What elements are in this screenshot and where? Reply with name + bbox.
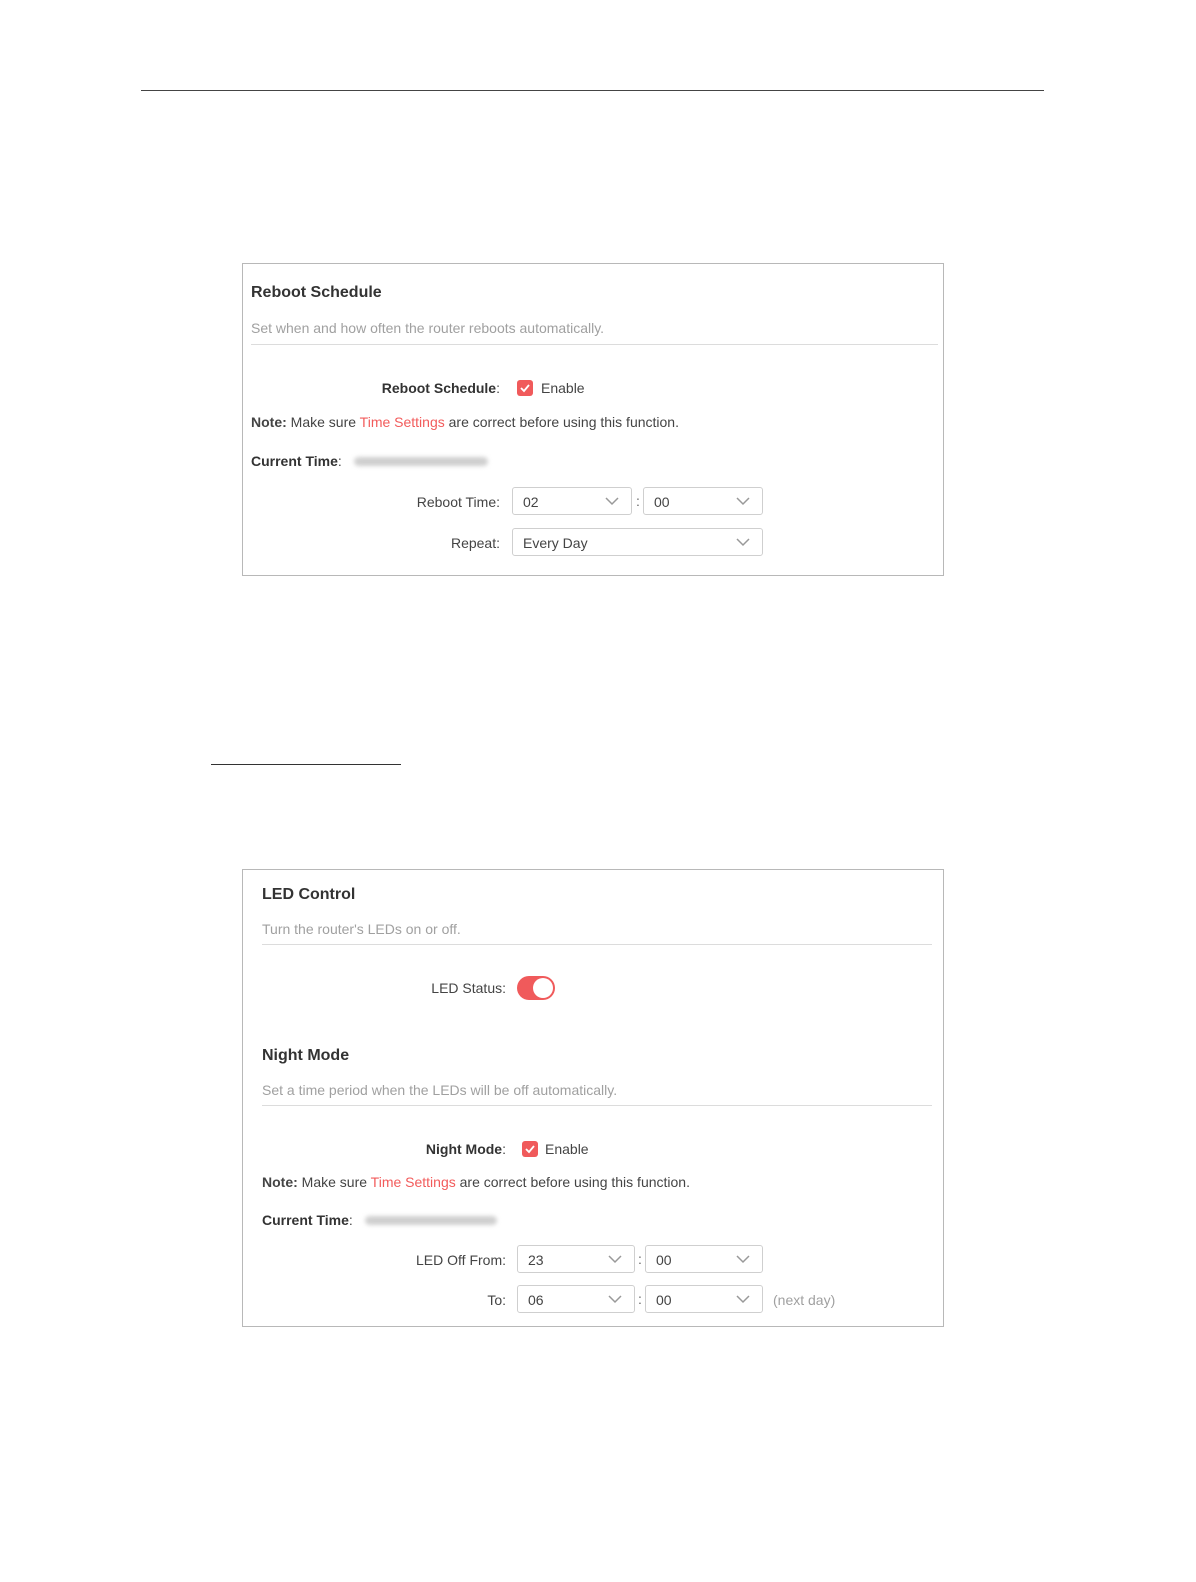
reboot-minute-select[interactable] xyxy=(643,487,763,515)
note-prefix: Note: xyxy=(262,1174,298,1190)
note-text: Make sure xyxy=(297,1174,371,1190)
note-text: Make sure xyxy=(286,414,360,430)
label-colon: : xyxy=(502,1141,506,1157)
repeat-select[interactable] xyxy=(512,528,763,556)
time-separator: : xyxy=(638,1251,642,1267)
toggle-knob xyxy=(533,978,553,998)
chevron-down-icon xyxy=(736,537,750,547)
night-mode-subtitle: Set a time period when the LEDs will be off automatically. xyxy=(262,1082,618,1098)
night-mode-field-label xyxy=(426,1141,506,1159)
page-header-rule xyxy=(141,90,1044,91)
to-minute-value: 00 xyxy=(656,1292,672,1308)
next-day-hint: (next day) xyxy=(773,1292,836,1308)
from-minute-select[interactable] xyxy=(645,1245,763,1273)
chevron-down-icon xyxy=(736,1254,750,1264)
to-minute-select[interactable] xyxy=(645,1285,763,1313)
night-mode-title: Night Mode xyxy=(262,1047,350,1064)
reboot-schedule-subtitle: Set when and how often the router reboots automatically. xyxy=(251,320,605,336)
led-status-toggle[interactable] xyxy=(517,976,555,1000)
reboot-schedule-label: Reboot Schedule xyxy=(381,380,497,396)
night-mode-checkbox[interactable] xyxy=(522,1141,538,1157)
to-hour-value: 06 xyxy=(528,1292,544,1308)
check-icon xyxy=(525,1144,535,1154)
label-colon: : xyxy=(348,1212,353,1228)
reboot-hour-value: 02 xyxy=(523,494,539,510)
reboot-schedule-panel xyxy=(242,263,944,576)
reboot-schedule-title: Reboot Schedule xyxy=(251,284,382,301)
led-control-title: LED Control xyxy=(262,886,356,903)
from-hour-select[interactable] xyxy=(517,1245,635,1273)
from-minute-value: 00 xyxy=(656,1252,672,1268)
time-separator: : xyxy=(636,493,640,509)
to-label: To: xyxy=(487,1292,506,1308)
note-text: are correct before using this function. xyxy=(455,1174,690,1190)
to-hour-select[interactable] xyxy=(517,1285,635,1313)
time-settings-link[interactable]: Time Settings xyxy=(359,414,445,430)
reboot-hour-select[interactable] xyxy=(512,487,632,515)
section-divider xyxy=(262,944,932,945)
chevron-down-icon xyxy=(736,496,750,506)
reboot-schedule-checkbox[interactable] xyxy=(517,380,533,396)
current-time-label: Current Time xyxy=(251,453,338,469)
reboot-minute-value: 00 xyxy=(654,494,670,510)
time-settings-link[interactable]: Time Settings xyxy=(370,1174,456,1190)
reboot-enable-label: Enable xyxy=(541,380,585,396)
repeat-label: Repeat: xyxy=(450,535,500,551)
chevron-down-icon xyxy=(608,1254,622,1264)
check-icon xyxy=(520,383,530,393)
current-time-label: Current Time xyxy=(262,1212,349,1228)
night-enable-label: Enable xyxy=(545,1141,589,1157)
label-colon: : xyxy=(337,453,342,469)
chevron-down-icon xyxy=(608,1294,622,1304)
current-time-value-blurred xyxy=(354,457,488,466)
night-current-time-row xyxy=(262,1212,497,1230)
led-status-label: LED Status: xyxy=(431,980,506,996)
reboot-note xyxy=(251,414,679,430)
reboot-schedule-field-label xyxy=(382,380,500,398)
led-control-panel xyxy=(242,869,944,1327)
section-divider xyxy=(262,1105,932,1106)
current-time-value-blurred xyxy=(365,1216,497,1225)
night-mode-label: Night Mode xyxy=(425,1141,503,1157)
reboot-current-time-row xyxy=(251,453,488,471)
note-text: are correct before using this function. xyxy=(444,414,679,430)
section-divider xyxy=(251,344,938,345)
chevron-down-icon xyxy=(605,496,619,506)
from-hour-value: 23 xyxy=(528,1252,544,1268)
note-prefix: Note: xyxy=(251,414,287,430)
chevron-down-icon xyxy=(736,1294,750,1304)
reboot-time-label: Reboot Time: xyxy=(416,494,500,510)
section-underline xyxy=(211,764,401,765)
label-colon: : xyxy=(496,380,500,396)
led-control-subtitle: Turn the router's LEDs on or off. xyxy=(262,921,461,937)
repeat-value: Every Day xyxy=(523,535,588,551)
time-separator: : xyxy=(638,1291,642,1307)
night-note xyxy=(262,1174,690,1190)
led-off-from-label: LED Off From: xyxy=(416,1252,506,1268)
